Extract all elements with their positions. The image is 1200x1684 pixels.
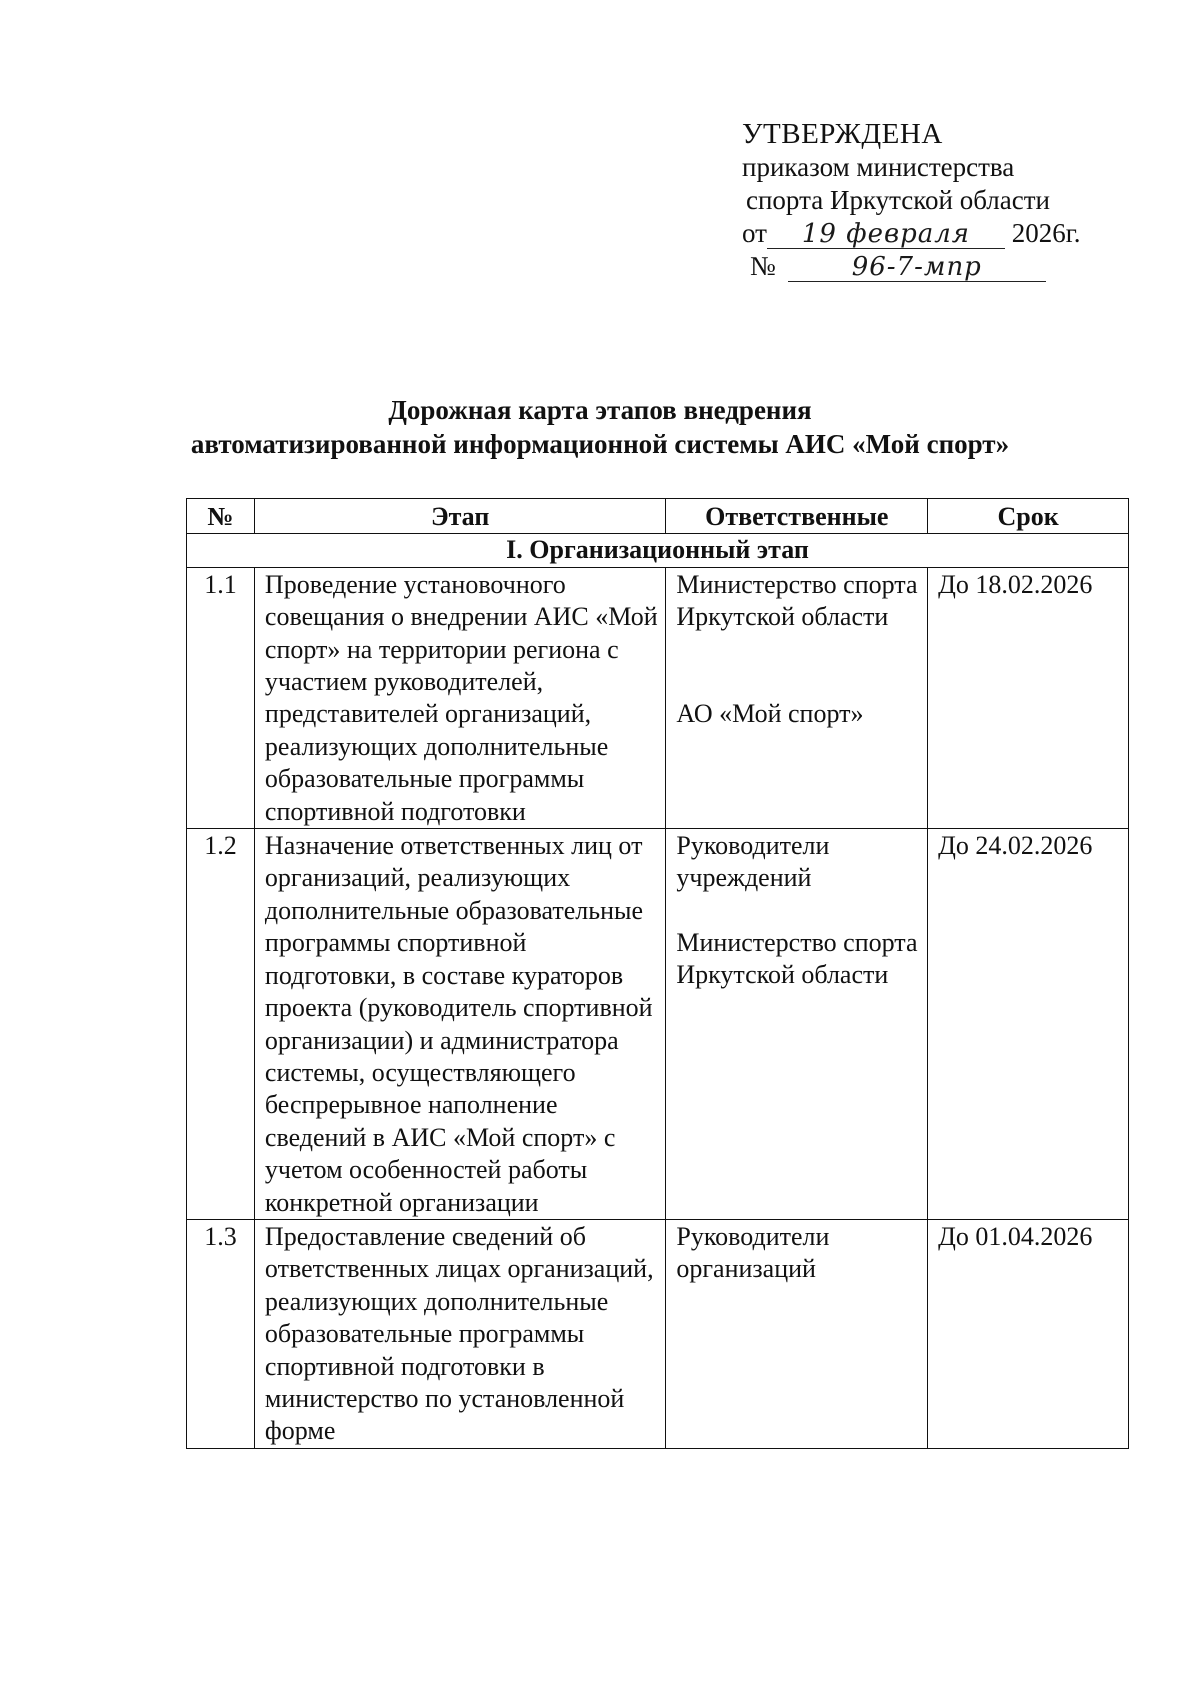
row-deadline: До 01.04.2026 xyxy=(928,1219,1129,1448)
spacer xyxy=(676,895,921,927)
title-line-1: Дорожная карта этапов внедрения xyxy=(388,395,812,425)
document-title xyxy=(0,393,1200,461)
row-stage: Предоставление сведений об ответственных лицах организаций, реализующих дополнительные образовательные программы спортивной подготовки в министерство по установленной форме xyxy=(254,1219,665,1448)
responsible-secondary: Министерство спорта Иркутской области xyxy=(676,927,918,990)
responsible-secondary: АО «Мой спорт» xyxy=(676,698,864,728)
title-line-2: автоматизированной информационной системы АИС «Мой спорт» xyxy=(190,429,1010,459)
roadmap-table xyxy=(186,498,1129,1449)
row-deadline: До 24.02.2026 xyxy=(928,829,1129,1220)
table-row xyxy=(187,829,1129,1220)
approval-line-2: спорта Иркутской области xyxy=(746,185,1050,215)
header-stage: Этап xyxy=(254,499,665,534)
date-suffix: 2026г. xyxy=(1011,218,1081,248)
table-header-row xyxy=(187,499,1129,534)
number-prefix: № xyxy=(750,251,776,281)
row-number: 1.1 xyxy=(187,567,255,828)
date-prefix: от xyxy=(742,218,767,248)
handwritten-number: 96-7-мпр xyxy=(788,253,1046,282)
row-number: 1.3 xyxy=(187,1219,255,1448)
approval-block xyxy=(742,118,1102,283)
row-responsible xyxy=(666,829,928,1220)
header-responsible: Ответственные xyxy=(666,499,928,534)
approval-number-line xyxy=(742,250,1102,283)
approval-heading: УТВЕРЖДЕНА xyxy=(742,118,943,150)
responsible-primary: Руководители учреждений xyxy=(676,831,830,893)
table-row xyxy=(187,567,1129,828)
row-responsible xyxy=(666,567,928,828)
spacer xyxy=(676,634,921,698)
approval-date-line xyxy=(742,217,1102,250)
row-responsible: Руководители организаций xyxy=(666,1219,928,1448)
row-deadline: До 18.02.2026 xyxy=(928,567,1129,828)
handwritten-date: 19 февраля xyxy=(767,220,1005,249)
table-row xyxy=(187,1219,1129,1448)
section-title: I. Организационный этап xyxy=(187,534,1129,567)
row-stage: Назначение ответственных лиц от организаций, реализующих дополнительные образовательные программы спортивной подготовки, в составе кураторов проекта (руководитель спортивной организации) и администратора системы, осуществляющего беспрерывное наполнение сведений в АИС «Мой спорт» с учетом особенностей работы конкретной организации xyxy=(254,829,665,1220)
approval-line-1: приказом министерства xyxy=(742,152,1015,182)
row-number: 1.2 xyxy=(187,829,255,1220)
section-row xyxy=(187,534,1129,567)
header-deadline: Срок xyxy=(928,499,1129,534)
header-num: № xyxy=(187,499,255,534)
responsible-primary: Министерство спорта Иркутской области xyxy=(676,569,918,632)
row-stage: Проведение установочного совещания о внедрении АИС «Мой спорт» на территории региона с участием руководителей, представителей организаций, реализующих дополнительные образовательные программы спортивной подготовки xyxy=(254,567,665,828)
